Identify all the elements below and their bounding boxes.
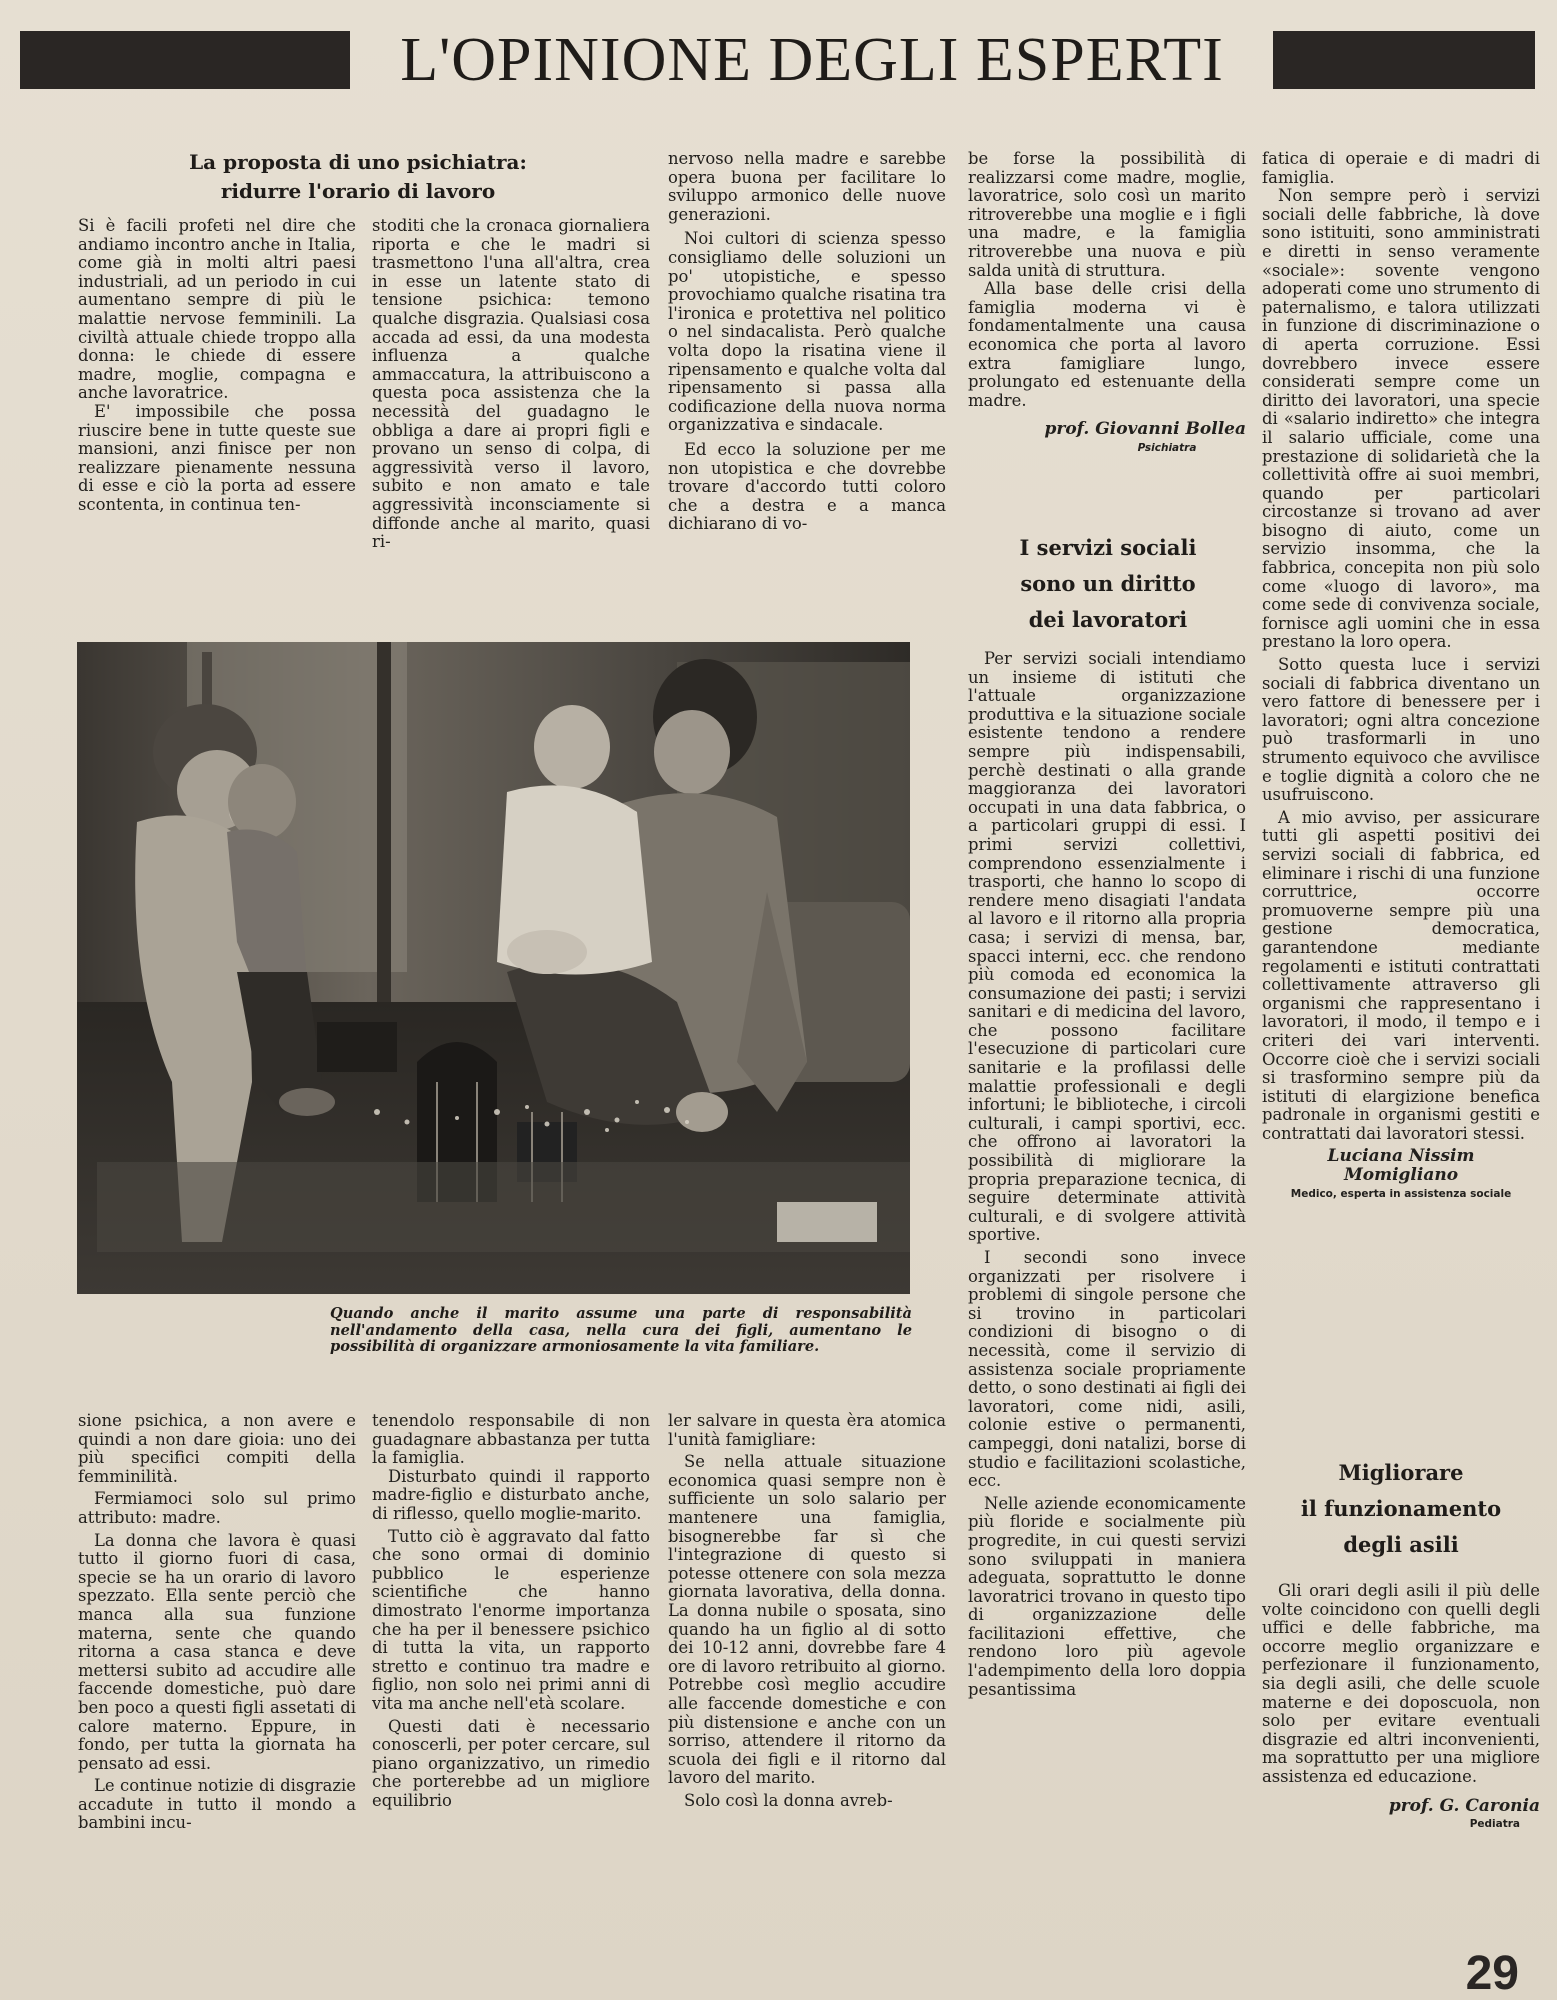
section-title: L'OPINIONE DEGLI ESPERTI [400, 26, 1224, 94]
article3-heading-line2: il funzionamento [1300, 1496, 1502, 1521]
signature-name: prof. Giovanni Bollea [1044, 419, 1246, 440]
article1-col3-bottom [668, 1412, 946, 1810]
paragraph: Tutto ciò è aggravato dal fatto che sono ormai di dominio pubblico le esperienze scientifiche che hanno dimostrato l'enorme importanza che ha per il benessere psichico di tutta la vita, un rapporto stretto e continuo tra madre e figlio, non solo nei primi anni di vita ma anche nell'età scolare. [372, 1526, 650, 1713]
paragraph: Fermiamoci solo sul primo attributo: madre. [78, 1489, 356, 1527]
paragraph: Ed ecco la soluzione per me non utopistica e che dovrebbe trovare d'accordo tutti coloro che a destra e a manca dichiarano di vo- [668, 439, 946, 534]
article2-col5 [1262, 150, 1540, 1203]
article1-col2-top [372, 217, 650, 552]
paragraph: E' impossibile che possa riuscire bene in tutte queste sue mansioni, anzi finisce per non realizzare pienamente nessuna di esse e ciò la porta ad essere scontenta, in continua ten- [78, 401, 356, 514]
header-bar-left [20, 31, 350, 89]
paragraph: Le continue notizie di disgrazie accadute in tutto il mondo a bambini incu- [78, 1776, 356, 1833]
article2-heading-line1: I servizi sociali [1019, 535, 1197, 560]
paragraph: La donna che lavora è quasi tutto il giorno fuori di casa, specie se ha un orario di lavoro spezzato. Ella sente perciò che manca alla sua funzione materna, sente che quando ritorna a casa stanca e deve mettersi subito ad accudire alle faccende domestiche, può dare ben poco a questi figli assetati di calore materno. Eppure, in fondo, per tutta la giornata ha pensato ad essi. [78, 1530, 356, 1773]
paragraph: ler salvare in questa èra atomica l'unità famigliare: [668, 1411, 946, 1449]
paragraph: nervoso nella madre e sarebbe opera buona per facilitare lo sviluppo armonico delle nuove generazioni. [668, 149, 946, 224]
signature-name: Luciana Nissim [1327, 1146, 1475, 1167]
signature-role: Pediatra [1469, 1818, 1520, 1831]
paragraph: tenendolo responsabile di non guadagnare abbastanza per tutta la famiglia. [372, 1411, 650, 1468]
page-number: 29 [1465, 1947, 1519, 2000]
article2-signature [1262, 1147, 1540, 1203]
section-header [20, 26, 1535, 94]
paragraph: Gli orari degli asili il più delle volte coincidono con quelli degli uffici e delle fabbriche, ma occorre meglio organizzare e perfezionare il funzionamento, sia degli asili, che delle scuole materne e dei doposcuola, non solo per evitare eventuali disgrazie ed altri inconvenienti, ma soprattutto per una migliore assistenza ed educazione. [1262, 1581, 1540, 1786]
paragraph: Alla base delle crisi della famiglia moderna vi è fondamentalmente una causa economica che porta al lavoro extra famigliare lungo, prolungato ed estenuante della madre. [968, 279, 1246, 410]
paragraph: Se nella attuale situazione economica quasi sempre non è sufficiente un solo salario per mantenere una famiglia, bisognerebbe far sì che l'integrazione di questo si potesse ottenere con sola mezza giornata lavorativa, della donna. La donna nubile o sposata, sino quando ha un figlio al di sotto dei 10-12 anni, dovrebbe fare 4 ore di lavoro retribuito al giorno. Potrebbe così meglio accudire alle faccende domestiche e con più distensione e anche con un sorriso, attendere il ritorno da scuola dei figli e il ritorno dal lavoro del marito. [668, 1452, 946, 1788]
article2-heading [968, 530, 1248, 638]
article1-col4-top [968, 150, 1246, 458]
article1-col1-top [78, 217, 356, 515]
paragraph: Nelle aziende economicamente più floride e socialmente più progredite, in cui questi servizi sono sviluppati in maniera adeguata, soprattutto le donne lavoratrici trovano in questo tipo di organizzazione delle facilitazioni effettive, che rendono loro più agevole l'adempimento della loro doppia pesantissima [968, 1493, 1246, 1699]
article1-heading-line2: ridurre l'orario di lavoro [220, 179, 496, 203]
paragraph: stoditi che la cronaca giornaliera riporta e che le madri si trasmettono l'una all'altra, crea in esse un latente stato di tensione psichica: temono qualche disgrazia. Qualsiasi cosa accada ad essi, da una modesta influenza a qualche ammaccatura, la attribuiscono a questa poca assistenza che la necessità del guadagno le obbliga a dare ai propri figli e provano un senso di colpa, di aggressività verso il lavoro, subito e non amato e tale aggressività inconsciamente si diffonde anche al marito, quasi ri- [372, 216, 650, 552]
article3-heading-line3: degli asili [1343, 1532, 1459, 1557]
paragraph: I secondi sono invece organizzati per risolvere i problemi di singole persone che si trovino in particolari condizioni di bisogno o di necessità, come il servizio di assistenza sociale propriamente detto, o sono destinati ai figli dei lavoratori, come nidi, asili, colonie estive o permanenti, campeggi, doni natalizi, borse di studio e facilitazioni scolastiche, ecc. [968, 1248, 1246, 1491]
article1-heading-line1: La proposta di uno psichiatra: [189, 150, 527, 174]
article3-col5 [1262, 1582, 1540, 1834]
family-photo [77, 642, 910, 1294]
paragraph: Noi cultori di scienza spesso consigliamo delle soluzioni un po' utopistiche, e spesso provochiamo qualche risatina tra l'ironica e protettiva nel politico o nel sindacalista. Però qualche volta dopo la risatina viene il ripensamento e qualche volta dal ripensamento si passa alla codificazione della nuova norma organizzativa e sindacale. [668, 229, 946, 435]
paragraph: Non sempre però i servizi sociali delle fabbriche, là dove sono istituiti, sono amministrati e diretti in senso veramente «sociale»: sovente vengono adoperati come uno strumento di paternalismo, e talora utilizzati in funzione di discriminazione o di aperta corruzione. Essi dovrebbero invece essere considerati sempre come un diritto dei lavoratori, una specie di «salario indiretto» che integra il salario ufficiale, come una prestazione di solidarietà che la collettività offre ai suoi membri, quando per particolari circostanze si trovano ad aver bisogno di aiuto, come un servizio insomma, che la fabbrica, concepita non più solo come «luogo di lavoro», ma come sede di convivenza sociale, fornisce agli uomini che in essa prestano la loro opera. [1262, 186, 1540, 652]
article1-col3-top [668, 150, 946, 534]
paragraph: Sotto questa luce i servizi sociali di fabbrica diventano un vero fattore di benessere per i lavoratori; ogni altra concezione può trasformarli in uno strumento equivoco che avvilisce e toglie dignità a coloro che ne usufruiscono. [1262, 655, 1540, 805]
signature-name-line2: Momigliano [1343, 1165, 1459, 1186]
paragraph: Solo così la donna avreb- [684, 1790, 893, 1810]
paragraph: Disturbato quindi il rapporto madre-figlio e disturbato anche, di riflesso, quello moglie-marito. [372, 1466, 650, 1523]
signature-role: Medico, esperta in assistenza sociale [1290, 1187, 1512, 1200]
photo-caption: Quando anche il marito assume una parte di responsabilità nell'andamento della casa, nella cura dei figli, aumentano le possibilità di organizzare armoniosamente la vita familiare. [330, 1305, 912, 1355]
paragraph: fatica di operaie e di madri di famiglia. [1262, 149, 1540, 187]
article1-signature [968, 420, 1246, 457]
family-photo-image [77, 642, 910, 1294]
paragraph: Questi dati è necessario conoscerli, per poter cercare, sul piano organizzativo, un rimedio che porterebbe ad un migliore equilibrio [372, 1716, 650, 1810]
article1-col1-bottom [78, 1412, 356, 1833]
article1-col2-bottom [372, 1412, 650, 1810]
paragraph: Si è facili profeti nel dire che andiamo incontro anche in Italia, come già in molti altri paesi industriali, ad un periodo in cui aumentano sempre di più le malattie nervose femminili. La civiltà attuale chiede troppo alla donna: le chiede di essere madre, moglie, compagna e anche lavoratrice. [78, 216, 356, 403]
paragraph: A mio avviso, per assicurare tutti gli aspetti positivi dei servizi sociali di fabbrica, ed eliminare i rischi di una funzione corruttrice, occorre promuoverne sempre più una gestione democratica, garantendone mediante regolamenti e istituti contrattati collettivamente attraverso gli organismi che rappresentano i lavoratori, il modo, il tempo e i criteri dei vari interventi. Occorre cioè che i servizi sociali si trasformino sempre più da istituti di elargizione benefica padronale in organismi gestiti e contrattati dai lavoratori stessi. [1262, 807, 1540, 1143]
article2-heading-line2: sono un diritto [1020, 571, 1196, 596]
article3-heading-line1: Migliorare [1338, 1460, 1464, 1485]
paragraph: Per servizi sociali intendiamo un insieme di istituti che l'attuale organizzazione produttiva e la situazione sociale esistente tendono a rendere sempre più indispensabili, perchè destinati o alla grande maggioranza dei lavoratori occupati in una data fabbrica, o a particolari gruppi di essi. I primi servizi collettivi, comprendono essenzialmente i trasporti, che hanno lo scopo di rendere meno disagiati l'andata al lavoro e il ritorno alla propria casa; i servizi di mensa, bar, spacci interni, ecc. che rendono più comoda ed economica la consumazione dei pasti; i servizi sanitari e di medicina del lavoro, che possono facilitare l'esecuzione di particolari cure sanitarie e la profilassi delle malattie professionali e degli infortuni; le biblioteche, i circoli culturali, i campi sportivi, ecc. che offrono ai lavoratori la possibilità di migliorare la propria preparazione tecnica, di seguire determinate attività culturali, e di svolgere attività sportive. [968, 649, 1246, 1245]
article1-heading [118, 148, 598, 206]
article2-col4 [968, 650, 1246, 1699]
article3-signature [1262, 1797, 1540, 1834]
paragraph: sione psichica, a non avere e quindi a non dare gioia: uno dei più specifici compiti della femminilità. [78, 1411, 356, 1486]
signature-role: Psichiatra [1137, 441, 1197, 454]
signature-name: prof. G. Caronia [1388, 1795, 1540, 1816]
article2-heading-line3: dei lavoratori [1028, 607, 1188, 632]
header-bar-right [1273, 31, 1535, 89]
article3-heading [1262, 1455, 1540, 1563]
paragraph: be forse la possibilità di realizzarsi come madre, moglie, lavoratrice, solo così un marito ritroverebbe una moglie e i figli una madre, e la famiglia ritroverebbe una nuova e più salda unità di struttura. [968, 149, 1246, 280]
